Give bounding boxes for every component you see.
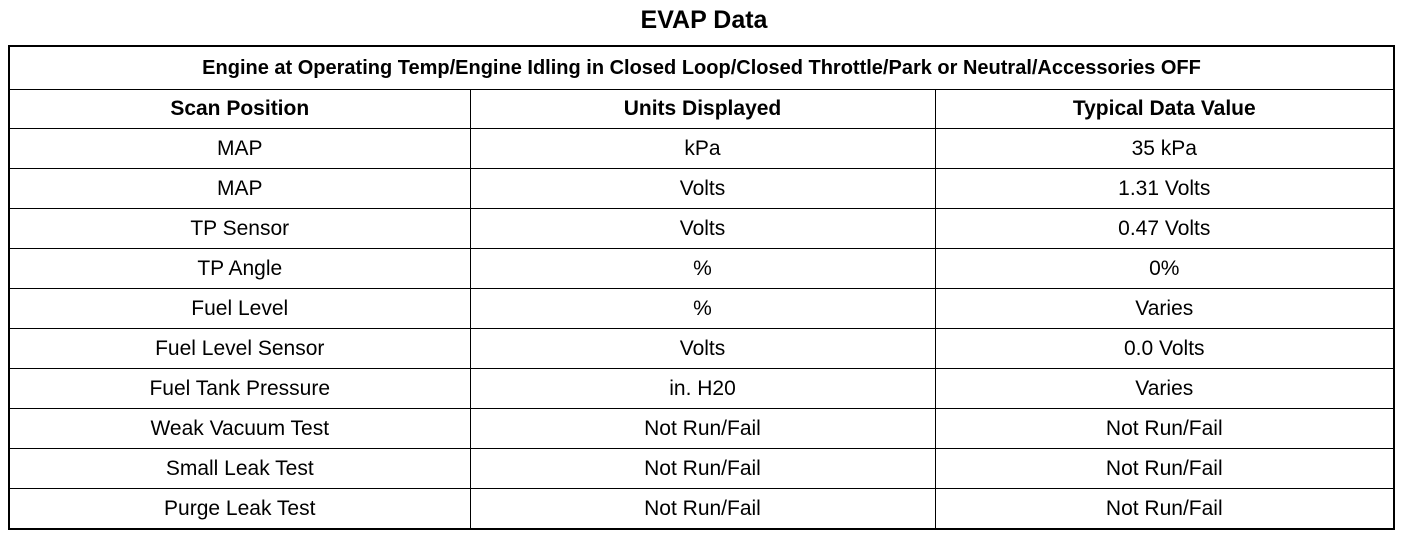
conditions-header: Engine at Operating Temp/Engine Idling in Closed Loop/Closed Throttle/Park or Neutral/Accessories OFF <box>9 46 1394 90</box>
cell-typical-data-value: Not Run/Fail <box>935 489 1394 530</box>
table-row <box>9 169 1394 209</box>
column-header-row <box>9 90 1394 129</box>
column-header-typical-data-value: Typical Data Value <box>935 90 1394 129</box>
table-row <box>9 289 1394 329</box>
cell-units-displayed: Volts <box>470 329 935 369</box>
cell-units-displayed: Volts <box>470 209 935 249</box>
cell-scan-position: TP Angle <box>9 249 470 289</box>
conditions-row <box>9 46 1394 90</box>
cell-units-displayed: kPa <box>470 129 935 169</box>
cell-typical-data-value: Not Run/Fail <box>935 409 1394 449</box>
cell-units-displayed: % <box>470 289 935 329</box>
cell-typical-data-value: 1.31 Volts <box>935 169 1394 209</box>
table-row <box>9 329 1394 369</box>
cell-typical-data-value: 0% <box>935 249 1394 289</box>
cell-typical-data-value: Varies <box>935 289 1394 329</box>
cell-scan-position: MAP <box>9 169 470 209</box>
cell-typical-data-value: Not Run/Fail <box>935 449 1394 489</box>
cell-scan-position: TP Sensor <box>9 209 470 249</box>
table-row <box>9 369 1394 409</box>
table-row <box>9 129 1394 169</box>
cell-units-displayed: Not Run/Fail <box>470 489 935 530</box>
cell-scan-position: Fuel Level <box>9 289 470 329</box>
column-header-units-displayed: Units Displayed <box>470 90 935 129</box>
cell-typical-data-value: 35 kPa <box>935 129 1394 169</box>
cell-units-displayed: % <box>470 249 935 289</box>
cell-scan-position: Purge Leak Test <box>9 489 470 530</box>
cell-scan-position: Fuel Tank Pressure <box>9 369 470 409</box>
cell-typical-data-value: 0.0 Volts <box>935 329 1394 369</box>
page-title: EVAP Data <box>640 6 768 34</box>
table-row <box>9 249 1394 289</box>
cell-units-displayed: Volts <box>470 169 935 209</box>
cell-scan-position: MAP <box>9 129 470 169</box>
cell-scan-position: Weak Vacuum Test <box>9 409 470 449</box>
table-row <box>9 489 1394 530</box>
cell-typical-data-value: 0.47 Volts <box>935 209 1394 249</box>
cell-units-displayed: Not Run/Fail <box>470 409 935 449</box>
cell-scan-position: Fuel Level Sensor <box>9 329 470 369</box>
table-row <box>9 209 1394 249</box>
cell-typical-data-value: Varies <box>935 369 1394 409</box>
column-header-scan-position: Scan Position <box>9 90 470 129</box>
cell-units-displayed: Not Run/Fail <box>470 449 935 489</box>
cell-units-displayed: in. H20 <box>470 369 935 409</box>
cell-scan-position: Small Leak Test <box>9 449 470 489</box>
table-row <box>9 449 1394 489</box>
table-row <box>9 409 1394 449</box>
evap-data-table <box>8 45 1395 530</box>
